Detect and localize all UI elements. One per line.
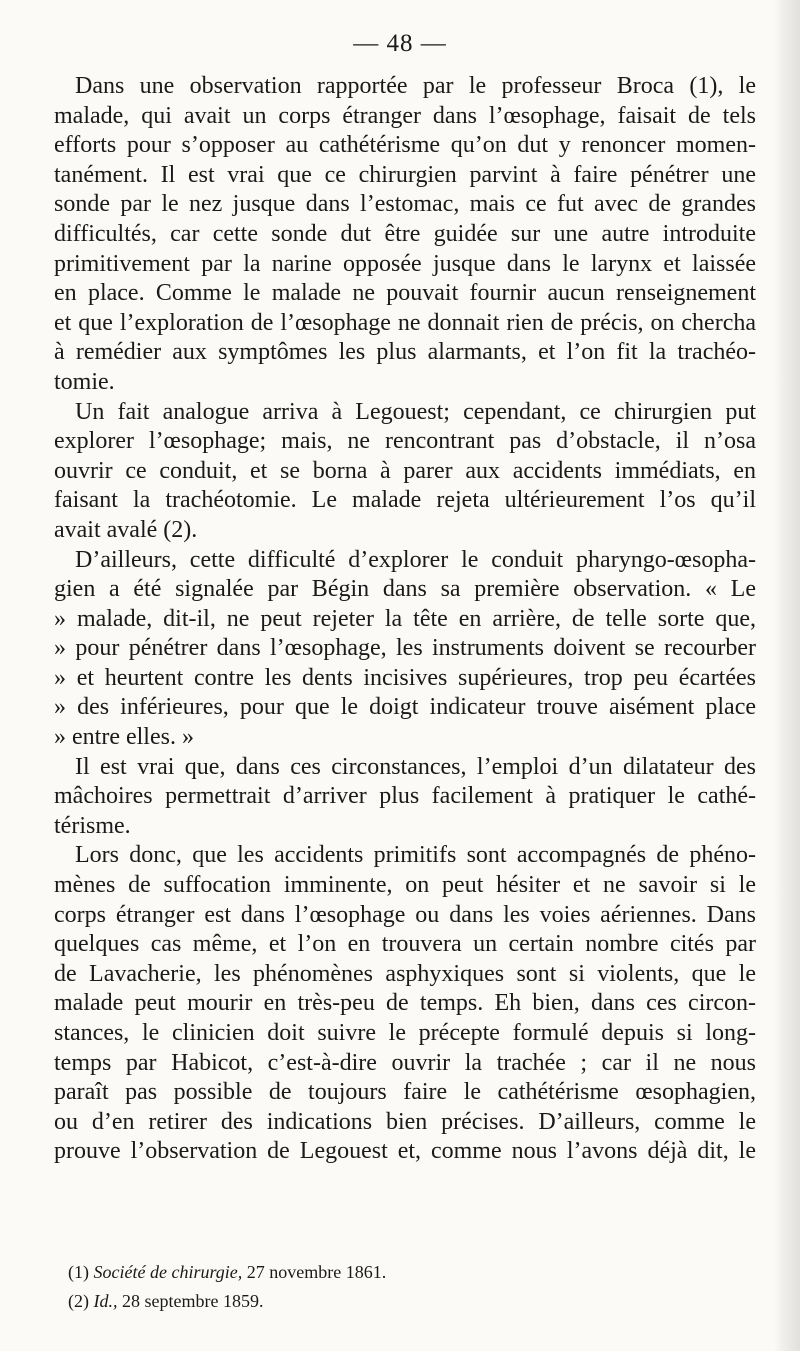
footnote-2 (68, 1287, 708, 1316)
footnote-source: Société de chirurgie, (93, 1262, 243, 1282)
text-line: prouve l’observation de Legouest et, comme nous l’avons déjà dit, le (54, 1138, 756, 1165)
text-line: » malade, dit-il, ne peut rejeter la tête en arrière, de telle sorte que, (54, 605, 756, 632)
text-line: difficultés, car cette sonde dut être guidée sur une autre introduite (54, 220, 756, 247)
text-line: efforts pour s’opposer au cathétérisme qu’on dut y renoncer momen- (54, 132, 756, 159)
body-text (54, 72, 756, 1167)
text-line: corps étranger est dans l’œsophage ou dans les voies aériennes. Dans (54, 901, 756, 928)
text-line: Un fait analogue arriva à Legouest; cependant, ce chirurgien put (75, 398, 756, 425)
footnote-ref: (2) (68, 1291, 89, 1311)
text-line: stances, le clinicien doit suivre le précepte formulé depuis si long- (54, 1020, 756, 1046)
text-line: mâchoires permettrait d’arriver plus facilement à pratiquer le cathé- (54, 783, 756, 810)
text-line: en place. Comme le malade ne pouvait fournir aucun renseignement (54, 280, 756, 307)
text-line: ouvrir ce conduit, et se borna à parer aux accidents immédiats, en (54, 457, 756, 484)
page-edge-shadow (774, 0, 800, 1351)
page-number: — 48 — (353, 30, 447, 57)
footnote-date: 27 novembre 1861. (242, 1262, 387, 1282)
footnote-source: Id., (93, 1291, 118, 1311)
text-line: térisme. (54, 812, 131, 839)
text-line: Il est vrai que, dans ces circonstances, l’emploi d’un dilatateur des (75, 753, 756, 780)
footnote-date: 28 septembre 1859. (117, 1291, 264, 1311)
text-line: faisant la trachéotomie. Le malade rejeta ultérieurement l’os qu’il (54, 487, 756, 514)
text-line: » et heurtent contre les dents incisives supérieures, trop peu écartées (54, 664, 756, 691)
text-line: Lors donc, que les accidents primitifs sont accompagnés de phéno- (75, 842, 756, 869)
text-line: temps par Habicot, c’est-à-dire ouvrir la trachée ; car il ne nous (54, 1049, 756, 1076)
text-line: malade peut mourir en très-peu de temps. Eh bien, dans ces circon- (54, 990, 756, 1017)
text-line: tomie. (54, 368, 115, 395)
text-line: gien a été signalée par Bégin dans sa première observation. « Le (54, 576, 756, 603)
text-line: paraît pas possible de toujours faire le cathétérisme œsophagien, (54, 1079, 756, 1106)
footnotes (68, 1258, 708, 1316)
text-line: explorer l’œsophage; mais, ne rencontrant pas d’obstacle, il n’osa (54, 428, 756, 455)
text-line: primitivement par la narine opposée jusque dans le larynx et laissée (54, 250, 756, 277)
text-line: ou d’en retirer des indications bien précises. D’ailleurs, comme le (54, 1108, 756, 1135)
text-line: D’ailleurs, cette difficulté d’explorer le conduit pharyngo-œsopha- (75, 546, 756, 573)
footnote-1 (68, 1258, 708, 1287)
text-line: Dans une observation rapportée par le professeur Broca (1), le (75, 73, 756, 99)
text-line: » pour pénétrer dans l’œsophage, les instruments doivent se recourber (54, 635, 756, 662)
text-line: malade, qui avait un corps étranger dans l’œsophage, faisait de tels (54, 102, 756, 129)
footnote-ref: (1) (68, 1262, 89, 1282)
text-line: à remédier aux symptômes les plus alarmants, et l’on fit la trachéo- (54, 339, 756, 366)
text-line: » des inférieures, pour que le doigt indicateur trouve aisément place (54, 694, 756, 721)
text-line: mènes de suffocation imminente, on peut hésiter et ne savoir si le (54, 872, 756, 899)
text-line: tanément. Il est vrai que ce chirurgien parvint à faire pénétrer une (54, 161, 756, 188)
text-line: quelques cas même, et l’on en trouvera un certain nombre cités par (54, 931, 756, 958)
text-line: avait avalé (2). (54, 516, 198, 543)
text-line: » entre elles. » (54, 724, 194, 751)
text-line: et que l’exploration de l’œsophage ne donnait rien de précis, on chercha (54, 309, 756, 336)
text-line: de Lavacherie, les phénomènes asphyxiques sont si violents, que le (54, 960, 756, 987)
text-line: sonde par le nez jusque dans l’estomac, mais ce fut avec de grandes (54, 191, 756, 218)
